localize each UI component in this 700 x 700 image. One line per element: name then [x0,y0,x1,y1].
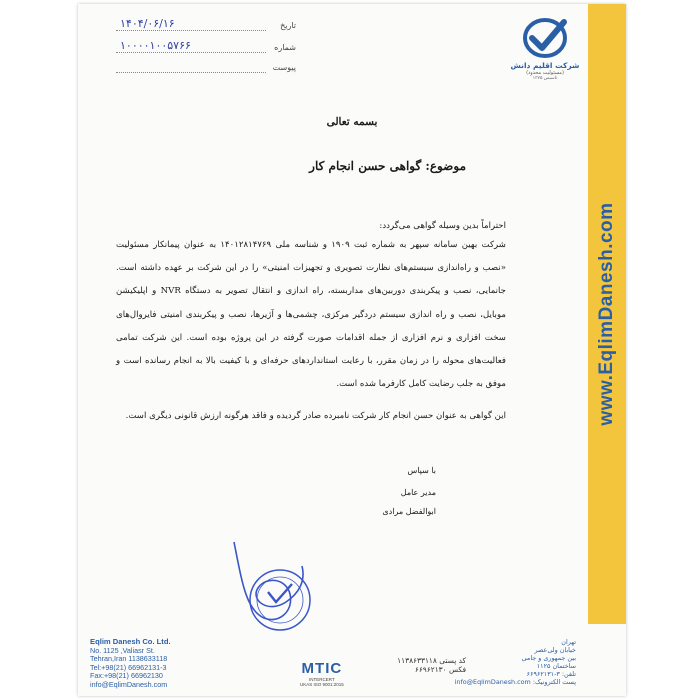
side-band [588,4,626,624]
attachment-field [116,60,296,76]
cert-sub: UKAS ISO 9001:2015 [300,682,344,687]
logo-subtitle: (مسئولیت محدود) [526,70,564,76]
footer-email: info@EqlimDanesh.com [90,679,168,689]
letter-sheet [78,4,626,696]
number-value: ۱۰۰۰۰۱۰۰۵۷۶۶ [120,39,191,52]
cert-sub: INTERCERT [309,677,335,682]
logo-established: تاسیس ۱۳۷۵ [532,76,558,81]
footer-english-contact [90,638,171,690]
company-logo [510,16,580,96]
footer-address-line: No. 1125 ,Valiasr St. [90,645,155,655]
footer-between: بین جمهوری و جامی [521,654,576,662]
logo-name: شرکت اقلیم دانش [510,61,580,70]
cert-brand: MTIC [301,660,343,677]
letter-footer [78,634,626,696]
footer-postal-code: کد پستی ۱۱۳۸۶۳۳۱۱۸ [397,656,466,665]
date-value: ۱۴۰۴/۰۶/۱۶ [120,17,175,30]
opening-invocation: بسمه تعالی [326,116,378,128]
date-label: تاریخ [280,21,296,30]
footer-email-fa: پست الکترونیک: info@EqlimDanesh.com [454,678,576,686]
footer-company-name: Eqlim Danesh Co. Ltd. [90,637,171,646]
certification-logo [300,660,344,687]
footer-address-line: Tehran,Iran 1138633118 [90,654,168,664]
signature-name: ابوالفضل مرادی [382,507,436,516]
footer-street: خیابان ولی‌عصر [534,646,576,654]
footer-phone-fa: تلفن: ۳-۶۶۹۶۲۱۳۱ [526,670,576,678]
footer-building: ساختمان ۱۱۲۵ [536,662,576,670]
number-field [116,40,296,56]
letter-subject: موضوع: گواهی حسن انجام کار [309,159,466,173]
website-vertical: www.EqlimDanesh.com [596,202,617,426]
footer-fax: Fax:+98(21) 66962130 [90,671,163,681]
signature-title: مدیر عامل [400,488,436,497]
closing-paragraph: این گواهی به عنوان حسن انجام کار شرکت نامبرده صادر گردیده و فاقد هرگونه ارزش قانونی دیگری است. [125,411,506,421]
attachment-label: پیوست [272,63,296,72]
footer-phone: Tel:+98(21) 66962131-3 [90,662,167,672]
checkmark-logo-icon [522,16,568,60]
footer-persian-address [455,638,576,686]
date-field [116,18,296,34]
number-label: شماره [274,43,296,52]
body-paragraph: شرکت بهین سامانه سپهر به شماره ثبت ۱۹۰۹ و شناسه ملی ۱۴۰۱۲۸۱۴۷۶۹ به عنوان پیمانکار مسئولیت «نصب و راه‌اندازی سیستم‌های نظارت تصویری و تجهیزات امنیتی» را در این شرکت بر عهده داشته است. جانمایی، نصب و پیکربندی دوربین‌های مداربسته، راه اندازی و انتقال تصویر به دستگاه NVR و اپلیکیشن موبایل، نصب و راه اندازی سیستم درد‌گیر مرکزی، چشمی‌ها و آژیرها، نصب و پیکربندی امنیتی فایروال‌های سخت افزاری و نرم افزاری از جمله اقدامات صورت گرفته در این پروژه بوده است. این شرکت تمامی فعالیت‌های محوله را در زمان مقرر، با رعایت استانداردهای حرفه‌ای و با کیفیت بالا به انجام رسانده است و موفق به جلب رضایت کامل کارفرما شده است. [116,240,506,390]
footer-fax-fa: فکس ۶۶۹۶۲۱۳۰ [414,665,466,674]
greeting-line: احتراماً بدین وسیله گواهی می‌گردد: [379,221,506,231]
footer-city: تهران [561,638,576,646]
signature-thanks: با سپاس [407,466,436,475]
company-stamp [206,522,318,634]
